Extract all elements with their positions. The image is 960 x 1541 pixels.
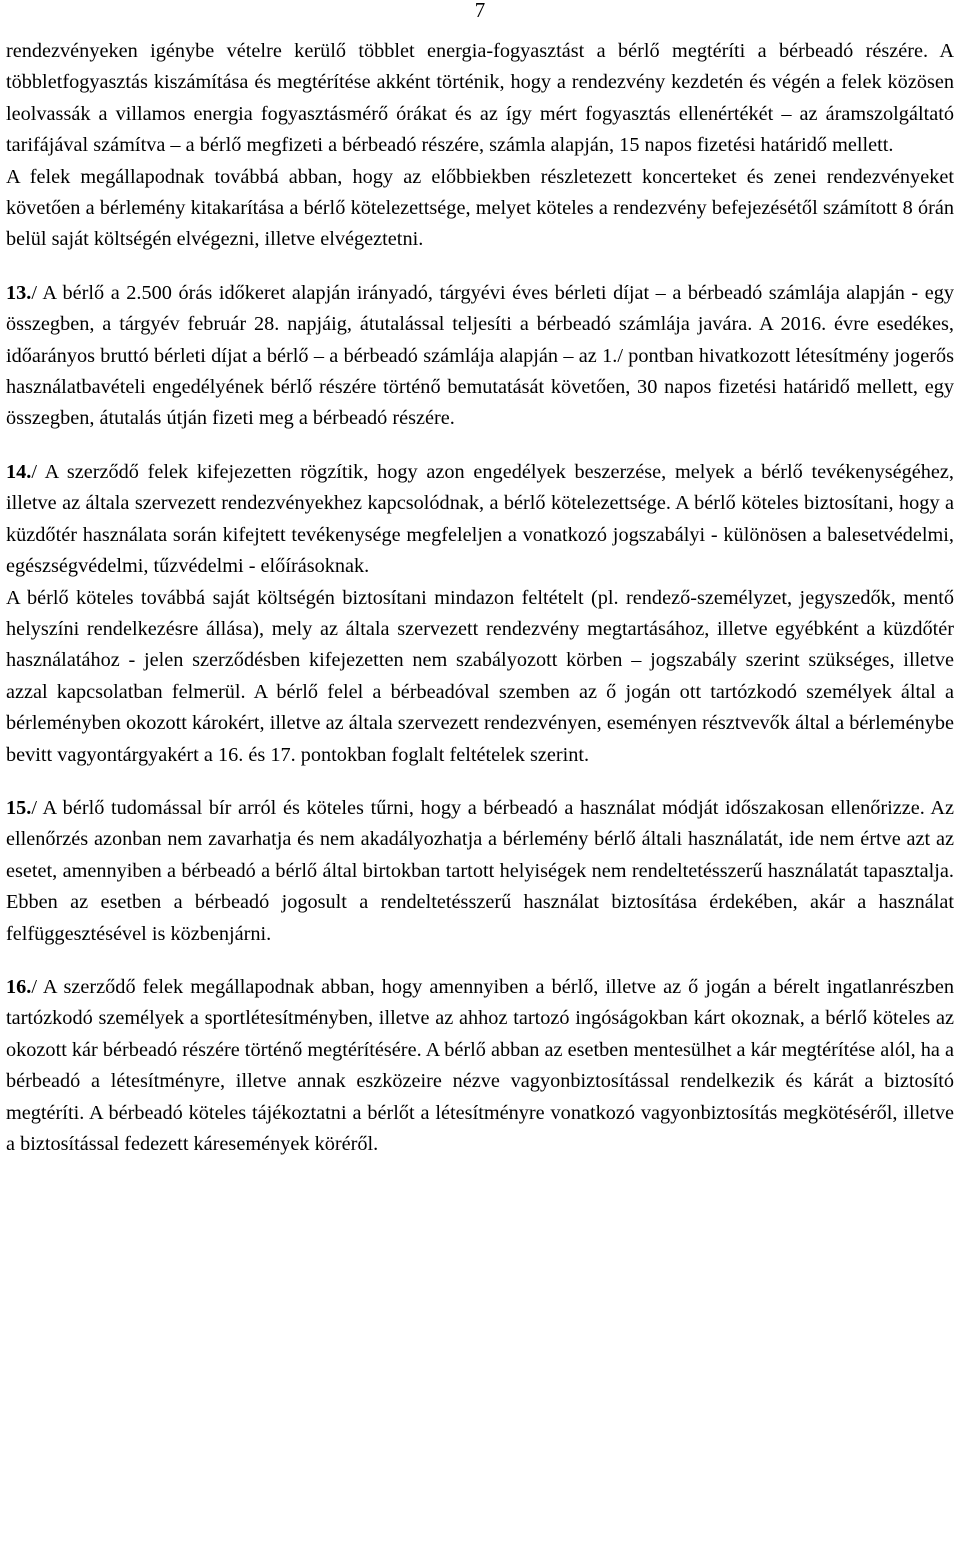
paragraph-text: A bérlő tudomással bír arról és köteles tűrni, hogy a bérbeadó a használat módját időszakosan ellenőrizze. Az ellenőrzés azonban nem zavarhatja és nem akadályozhatja a bérlemény bérlő általi használatát, ide nem értve azt az esetet, amennyiben a bérbeadó a bérlő által birtokban tartott helyiségek nem rendeltetésszerű használatát tapasztalja. Ebben az esetben a bérbeadó jogosult a rendeltetésszerű használat biztosítása érdekében, akár a használat felfüggesztésével is közbenjárni. <box>6 796 954 945</box>
paragraph-text: A szerződő felek kifejezetten rögzítik, hogy azon engedélyek beszerzése, melyek a bérlő tevékenységéhez, illetve az általa szervezett rendezvényekhez kapcsolódnak, a bérlő kötelezettsége. A bérlő köteles biztosítani, hogy a küzdőtér használata során kifejtett tevékenysége megfeleljen a vonatkozó jogszabályi - különösen a balesetvédelmi, egészségvédelmi, tűzvédelmi - előírásoknak. <box>6 460 954 578</box>
paragraph <box>6 583 954 771</box>
section-slash: / <box>31 975 37 998</box>
paragraph-gap <box>6 256 954 278</box>
section-paragraph <box>6 793 954 950</box>
paragraph-text: A bérlő köteles továbbá saját költségén biztosítani mindazon feltételt (pl. rendező-személyzet, jegyszedők, mentő helyszíni rendelkezésre állása), mely az általa szervezett rendezvény megtartásához, illetve egyébként a küzdőtér használatához - jelen szerződésben kifejezetten nem szabályozott körben – jogszabály szerint szükséges, illetve azzal kapcsolatban felmerül. A bérlő felel a bérbeadóval szemben az ő jogán ott tartózkodó személyek által a bérleményben okozott károkért, illetve az általa szervezett rendezvényen, eseményen résztvevők által a bérleménybe bevitt vagyontárgyakért a 16. és 17. pontokban foglalt feltételek szerint. <box>6 586 954 766</box>
section-number: 13. <box>6 281 32 304</box>
paragraph-gap <box>6 435 954 457</box>
section-slash: / <box>31 460 37 483</box>
paragraph <box>6 36 954 162</box>
section-paragraph <box>6 457 954 583</box>
section-slash: / <box>31 281 37 304</box>
section-paragraph <box>6 278 954 435</box>
page-number: 7 <box>474 0 486 22</box>
paragraph-text: rendezvényeken igénybe vételre kerülő többlet energia-fogyasztást a bérlő megtéríti a bérbeadó részére. A többletfogyasztás kiszámítása és megtérítése akként történik, hogy a rendezvény kezdetén és végén a felek közösen leolvassák a villamos energia fogyasztásmérő órákat és az így mért fogyasztás ellenértékét – az áramszolgáltató tarifájával számítva – a bérlő megfizeti a bérbeadó részére, számla alapján, 15 napos fizetési határidő mellett. <box>6 40 954 157</box>
paragraph-gap <box>6 950 954 972</box>
paragraph-text: A felek megállapodnak továbbá abban, hogy az előbbiekben részletezett koncerteket és zenei rendezvényeket követően a bérlemény kitakarítása a bérlő kötelezettsége, melyet köteles a rendezvény befejezésétől számított 8 órán belül saját költségén elvégezni, illetve elvégeztetni. <box>6 165 954 251</box>
document-body <box>6 36 954 1160</box>
section-number: 14. <box>6 460 32 483</box>
section-number: 16. <box>6 975 32 998</box>
paragraph-text: A szerződő felek megállapodnak abban, hogy amennyiben a bérlő, illetve az ő jogán a bérelt ingatlanrészben tartózkodó személyek a sportlétesítményben, illetve az ahhoz tartozó ingóságokban kárt okoznak, a bérlő köteles az okozott kár bérbeadó részére történő megtérítésére. A bérlő abban az esetben mentesülhet a kár megtérítése alól, ha a bérbeadó a létesítményre, illetve annak eszközeire nézve vagyonbiztosítással rendelkezik és kárát a biztosító megtéríti. A bérbeadó köteles tájékoztatni a bérlőt a létesítményre vonatkozó vagyonbiztosítás megkötéséről, illetve a biztosítással fedezett káresemények köréről. <box>6 975 954 1155</box>
section-paragraph <box>6 972 954 1160</box>
paragraph-text: A bérlő a 2.500 órás időkeret alapján irányadó, tárgyévi éves bérleti díjat – a bérbeadó számlája alapján - egy összegben, a tárgyév február 28. napjáig, átutalással teljesíti a bérbeadó számlája javára. A 2016. évre esedékes, időarányos bruttó bérleti díjat a bérlő – a bérbeadó számlája alapján – az 1./ pontban hivatkozott létesítmény jogerős használatbavételi engedélyének bérlő részére történő bemutatását követően, 30 napos fizetési határidő mellett, egy összegben, átutalás útján fizeti meg a bérbeadó részére. <box>6 281 954 430</box>
paragraph <box>6 162 954 256</box>
section-number: 15. <box>6 796 32 819</box>
section-slash: / <box>31 796 37 819</box>
paragraph-gap <box>6 771 954 793</box>
